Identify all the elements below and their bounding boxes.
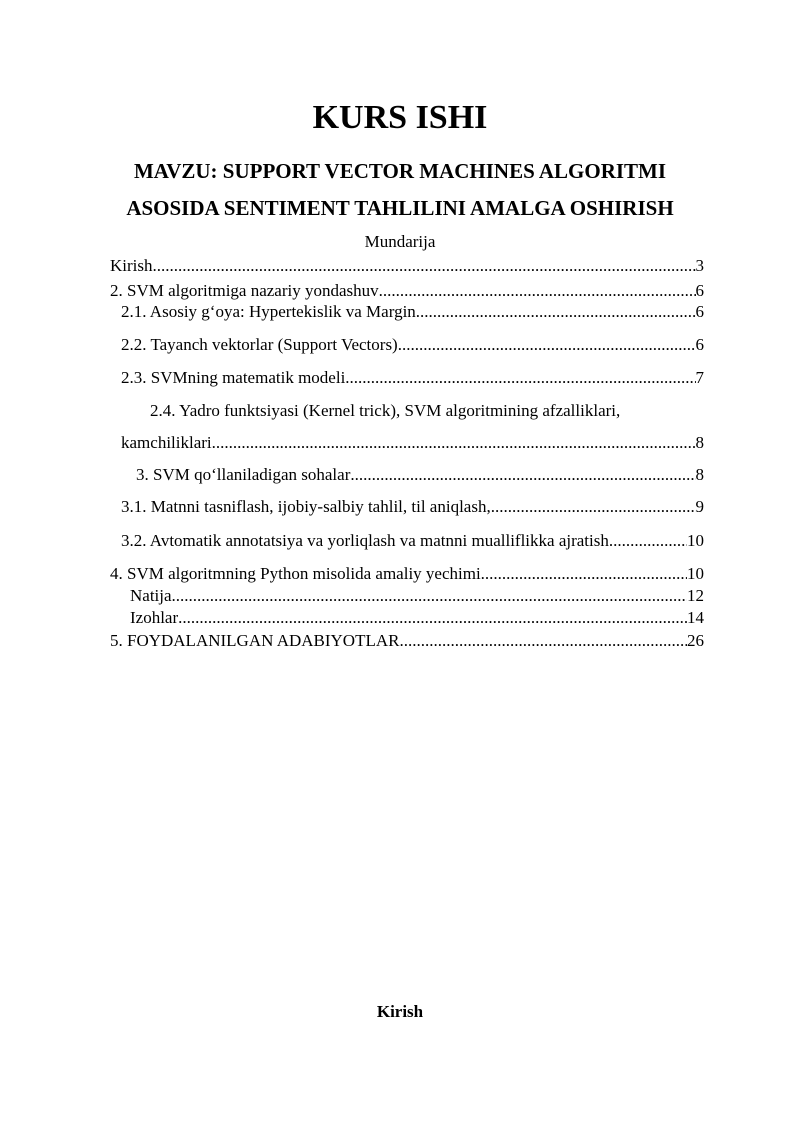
toc-entry-text: Izohlar <box>130 608 179 627</box>
toc-entry-2-4-cont[interactable] <box>121 432 704 454</box>
toc-entry-page: 14 <box>687 608 704 627</box>
toc-entry-izohlar[interactable] <box>130 607 704 629</box>
subtitle-line-1: MAVZU: SUPPORT VECTOR MACHINES ALGORITMI <box>133 159 667 183</box>
toc-entry-page: 26 <box>687 631 704 650</box>
toc-entry-text: 2.1. Asosiy g‘oya: Hypertekislik va Margin <box>121 302 416 321</box>
toc-entry-2-2[interactable] <box>121 334 704 356</box>
toc-entry-text: 3. SVM qo‘llaniladigan sohalar <box>136 465 351 484</box>
toc-entry-2-4[interactable]: 2.4. Yadro funktsiyasi (Kernel trick), SVM algoritmining afzalliklari, <box>150 401 621 420</box>
toc-entry-text: 2.3. SVMning matematik modeli <box>121 368 346 387</box>
toc-leader-dots <box>398 334 696 356</box>
toc-entry-5[interactable] <box>110 630 704 652</box>
toc-entry-page: 8 <box>695 465 704 484</box>
toc-leader-dots <box>345 367 695 389</box>
toc-entry-natija[interactable] <box>130 585 704 607</box>
toc-entry-text: 3.2. Avtomatik annotatsiya va yorliqlash va matnni mualliflikka ajratish <box>121 531 609 550</box>
document-title: KURS ISHI <box>312 99 488 136</box>
toc-entry-page: 10 <box>687 564 704 583</box>
toc-entry-3-1[interactable] <box>121 496 704 518</box>
toc-entry-2-3[interactable] <box>121 367 704 389</box>
toc-entry-text: Kirish <box>110 256 153 275</box>
toc-leader-dots <box>416 301 696 323</box>
toc-entry-2[interactable] <box>110 280 704 302</box>
subtitle-line-2: ASOSIDA SENTIMENT TAHLILINI AMALGA OSHIRISH <box>126 196 674 220</box>
toc-entry-text: 5. FOYDALANILGAN ADABIYOTLAR <box>110 631 400 650</box>
toc-leader-dots <box>379 280 696 302</box>
toc-entry-kirish[interactable] <box>110 255 704 277</box>
toc-entry-page: 6 <box>695 281 704 300</box>
section-heading-kirish: Kirish <box>376 1002 424 1021</box>
toc-entry-2-1[interactable] <box>121 301 704 323</box>
toc-entry-4[interactable] <box>110 563 704 585</box>
toc-entry-page: 10 <box>687 531 704 550</box>
toc-entry-text: 4. SVM algoritmning Python misolida amaliy yechimi <box>110 564 481 583</box>
toc-entry-page: 9 <box>695 497 704 516</box>
toc-entry-text: Natija <box>130 586 172 605</box>
toc-entry-3[interactable] <box>136 464 704 486</box>
toc-entry-text: 2.2. Tayanch vektorlar (Support Vectors) <box>121 335 398 354</box>
toc-heading: Mundarija <box>364 232 436 251</box>
toc-leader-dots <box>399 630 687 652</box>
toc-leader-dots <box>481 563 687 585</box>
toc-entry-page: 8 <box>695 433 704 452</box>
toc-entry-page: 6 <box>695 335 704 354</box>
toc-leader-dots <box>350 464 695 486</box>
toc-entry-3-2[interactable] <box>121 530 704 552</box>
toc-entry-text: 2. SVM algoritmiga nazariy yondashuv <box>110 281 379 300</box>
toc-entry-page: 12 <box>687 586 704 605</box>
toc-entry-page: 6 <box>695 302 704 321</box>
toc-leader-dots <box>178 607 687 629</box>
toc-entry-page: 3 <box>695 256 704 275</box>
toc-leader-dots <box>609 530 687 552</box>
toc-leader-dots <box>172 585 687 607</box>
toc-leader-dots <box>212 432 696 454</box>
toc-entry-text: kamchiliklari <box>121 433 212 452</box>
toc-entry-text: 3.1. Matnni tasniflash, ijobiy-salbiy tahlil, til aniqlash, <box>121 497 491 516</box>
toc-entry-page: 7 <box>695 368 704 387</box>
toc-leader-dots <box>491 496 696 518</box>
toc-leader-dots <box>153 255 696 277</box>
